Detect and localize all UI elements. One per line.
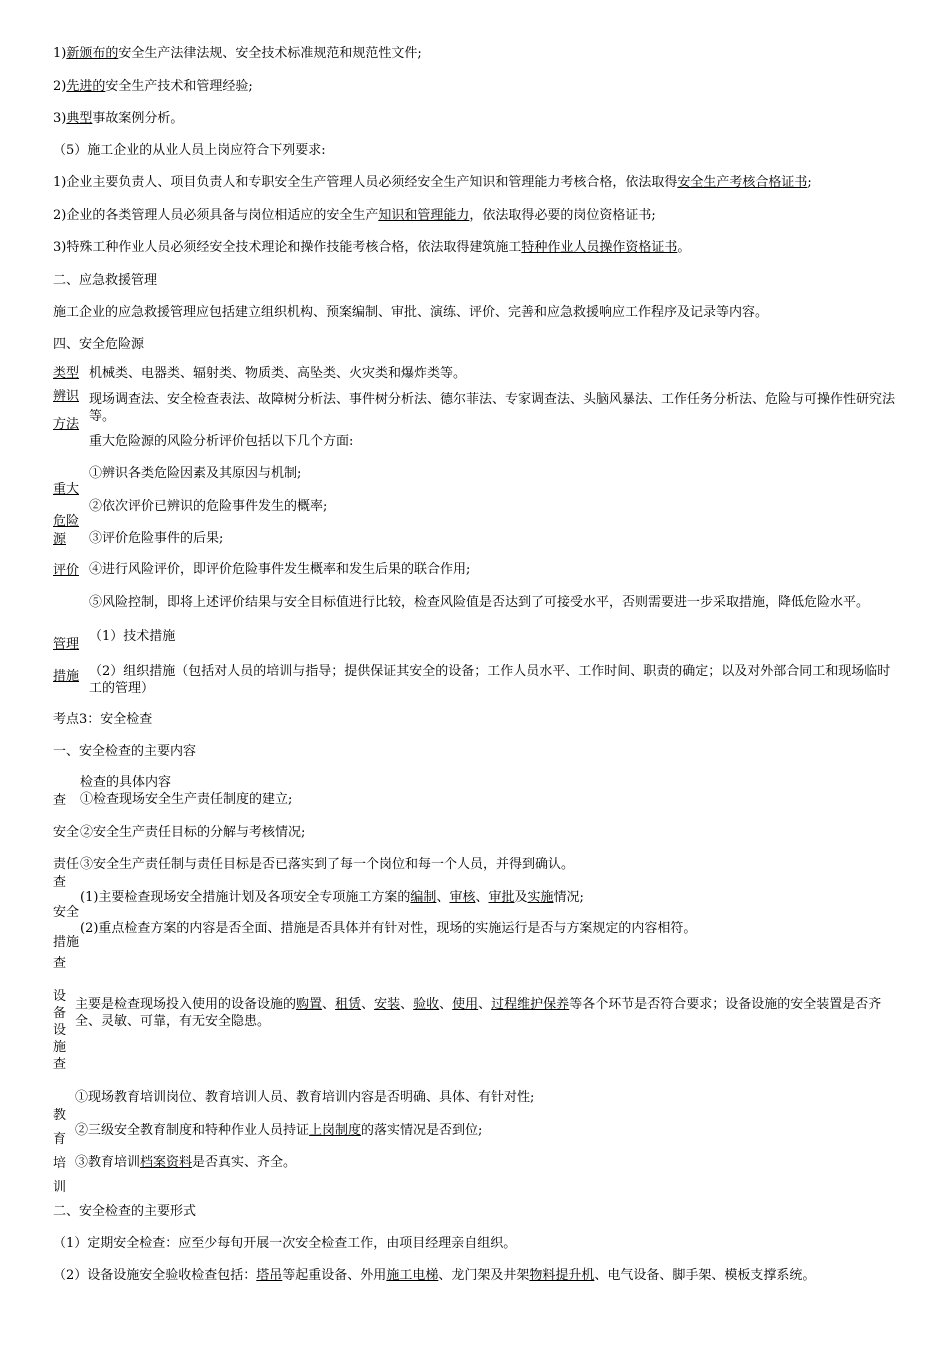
label-equipment: 设备设施查	[53, 989, 67, 1072]
method-text: 现场调查法、安全检查表法、故障树分析法、事件树分析法、德尔菲法、专家调查法、头脑风暴法、工作任务分析法、危险与可操作性研究法等。	[89, 392, 896, 424]
heading-staff-requirements: （5）施工企业的从业人员上岗应符合下列要求:	[53, 143, 326, 158]
equipment-text: 主要是检查现场投入使用的设备设施的购置、租赁、安装、验收、使用、过程维护保养等各个环节是否符合要求；设备设施的安全装置是否齐全、灵敏、可靠，有无安全隐患。	[75, 997, 882, 1029]
measure-item-2: (2)重点检查方案的内容是否全面、措施是否具体并有针对性，现场的实施运行是否与方案规定的内容相符。	[80, 921, 697, 936]
label-identify: 辨识	[53, 389, 80, 404]
label-mgmt-b: 措施	[53, 669, 80, 684]
req-3: 3)特殊工种作业人员必须经安全技术理论和操作技能考核合格，依法取得建筑施工特种作业人员操作资格证书。	[53, 240, 691, 255]
label-cha: 查	[53, 793, 67, 808]
emergency-text: 施工企业的应急救援管理应包括建立组织机构、预案编制、审批、演练、评价、完善和应急救援响应工作程序及记录等内容。	[53, 305, 769, 320]
req-1: 1)企业主要负责人、项目负责人和专职安全生产管理人员必须经安全生产知识和管理能力考核合格，依法取得安全生产考核合格证书;	[53, 175, 812, 190]
edu-item-2: ②三级安全教育制度和特种作业人员持证上岗制度的落实情况是否到位;	[75, 1123, 483, 1138]
label-major-a: 重大	[53, 482, 80, 497]
major-intro: 重大危险源的风险分析评价包括以下几个方面:	[89, 434, 354, 449]
label-type: 类型	[53, 366, 80, 381]
req-2: 2)企业的各类管理人员必须具备与岗位相适应的安全生产知识和管理能力，依法取得必要的岗位资格证书;	[53, 208, 656, 223]
label-cuoshi: 措施	[53, 935, 80, 950]
label-education: 教育培训	[53, 1108, 67, 1195]
line-typical-cases: 3)典型事故案例分析。	[53, 111, 184, 126]
detail-title: 检查的具体内容	[80, 775, 172, 790]
line-advanced-experience: 2)先进的安全生产技术和管理经验;	[53, 79, 253, 94]
resp-item-1: ①检查现场安全生产责任制度的建立;	[80, 792, 293, 807]
major-item-2: ②依次评价已辨识的危险事件发生的概率;	[89, 499, 328, 514]
major-item-1: ①辨识各类危险因素及其原因与机制;	[89, 466, 302, 481]
edu-item-3: ③教育培训档案资料是否真实、齐全。	[75, 1155, 297, 1170]
label-zeren: 责任	[53, 857, 80, 872]
measure-organizational: （2）组织措施（包括对人员的培训与指导；提供保证其安全的设备；工作人员水平、工作时间、职责的确定；以及对外部合同工和现场临时工的管理）	[89, 664, 891, 696]
heading-kaodian-3: 考点3：安全检查	[53, 712, 153, 727]
label-anquan-2: 安全	[53, 905, 80, 920]
edu-item-1: ①现场教育培训岗位、教育培训人员、教育培训内容是否明确、具体、有针对性;	[75, 1090, 535, 1105]
resp-item-3: ③安全生产责任制与责任目标是否已落实到了每一个岗位和每一个人员，并得到确认。	[80, 857, 575, 872]
heading-emergency: 二、应急救援管理	[53, 273, 158, 288]
major-item-3: ③评价危险事件的后果;	[89, 531, 224, 546]
resp-item-2: ②安全生产责任目标的分解与考核情况;	[80, 825, 306, 840]
line-new-laws: 1)新颁布的安全生产法律法规、安全技术标准规范和规范性文件;	[53, 46, 422, 61]
form-item-2: （2）设备设施安全验收检查包括：塔吊等起重设备、外用施工电梯、龙门架及井架物料提升机、电气设备、脚手架、模板支撑系统。	[53, 1268, 816, 1283]
label-cha-2: 查	[53, 875, 67, 890]
label-mgmt-a: 管理	[53, 637, 80, 652]
heading-inspection-content: 一、安全检查的主要内容	[53, 744, 197, 759]
heading-inspection-forms: 二、安全检查的主要形式	[53, 1204, 197, 1219]
major-item-4: ④进行风险评价，即评价危险事件发生概率和发生后果的联合作用;	[89, 562, 471, 577]
measure-technical: （1）技术措施	[89, 629, 176, 644]
label-method: 方法	[53, 417, 80, 432]
measure-item-1: (1)主要检查现场安全措施计划及各项安全专项施工方案的编制、审核、审批及实施情况;	[80, 890, 584, 905]
label-major-d: 评价	[53, 563, 80, 578]
major-item-5: ⑤风险控制，即将上述评价结果与安全目标值进行比较，检查风险值是否达到了可接受水平，否则需要进一步采取措施，降低危险水平。	[89, 595, 870, 610]
heading-hazards: 四、安全危险源	[53, 337, 145, 352]
label-major-c: 源	[53, 532, 67, 547]
label-anquan: 安全	[53, 825, 80, 840]
form-item-1: （1）定期安全检查：应至少每旬开展一次安全检查工作，由项目经理亲自组织。	[53, 1236, 517, 1251]
type-text: 机械类、电器类、辐射类、物质类、高坠类、火灾类和爆炸类等。	[89, 366, 467, 381]
label-major-b: 危险	[53, 514, 80, 529]
label-cha-3: 查	[53, 956, 67, 971]
